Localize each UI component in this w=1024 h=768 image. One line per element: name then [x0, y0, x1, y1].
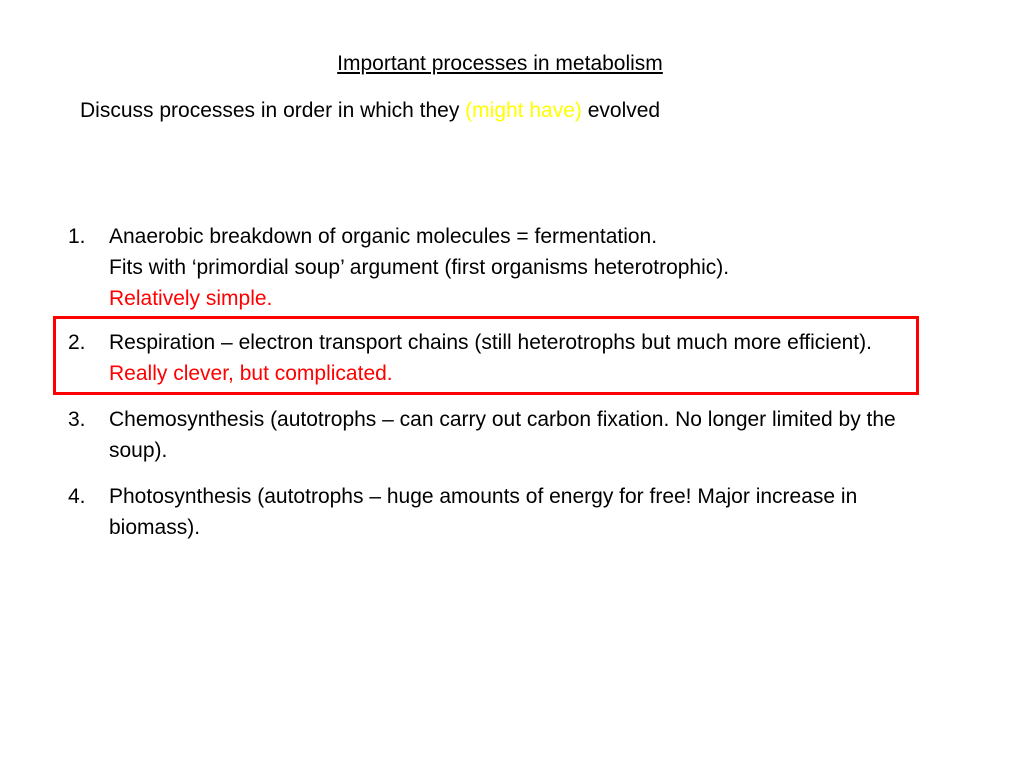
list-item-chemosynthesis	[68, 404, 938, 466]
slide-subtitle	[80, 97, 660, 125]
list-item-note: Relatively simple.	[109, 287, 273, 310]
list-item-fermentation	[68, 221, 938, 314]
list-item-number: 2.	[68, 331, 86, 354]
list-item-photosynthesis	[68, 481, 938, 543]
list-item-number: 3.	[68, 408, 86, 431]
subtitle-text: Discuss processes in order in which they	[80, 99, 466, 122]
list-item-text: Anaerobic breakdown of organic molecules = fermentation.	[109, 225, 658, 248]
highlight-box	[53, 316, 919, 395]
list-item-number: 4.	[68, 485, 86, 508]
slide-title: Important processes in metabolism	[337, 52, 663, 75]
list-item-text: Fits with ‘primordial soup’ argument (first organisms heterotrophic).	[109, 256, 730, 279]
subtitle-highlight: (might have)	[465, 99, 582, 122]
list-item-text: Photosynthesis (autotrophs – huge amounts of energy for free! Major increase in biomass).	[109, 485, 858, 539]
list-item-note: Really clever, but complicated.	[109, 362, 393, 385]
list-item-text: Respiration – electron transport chains (still heterotrophs but much more efficient).	[109, 331, 872, 354]
list-item-text: Chemosynthesis (autotrophs – can carry out carbon fixation. No longer limited by the soup).	[109, 408, 896, 462]
subtitle-text-end: evolved	[581, 99, 661, 122]
list-item-number: 1.	[68, 225, 86, 248]
